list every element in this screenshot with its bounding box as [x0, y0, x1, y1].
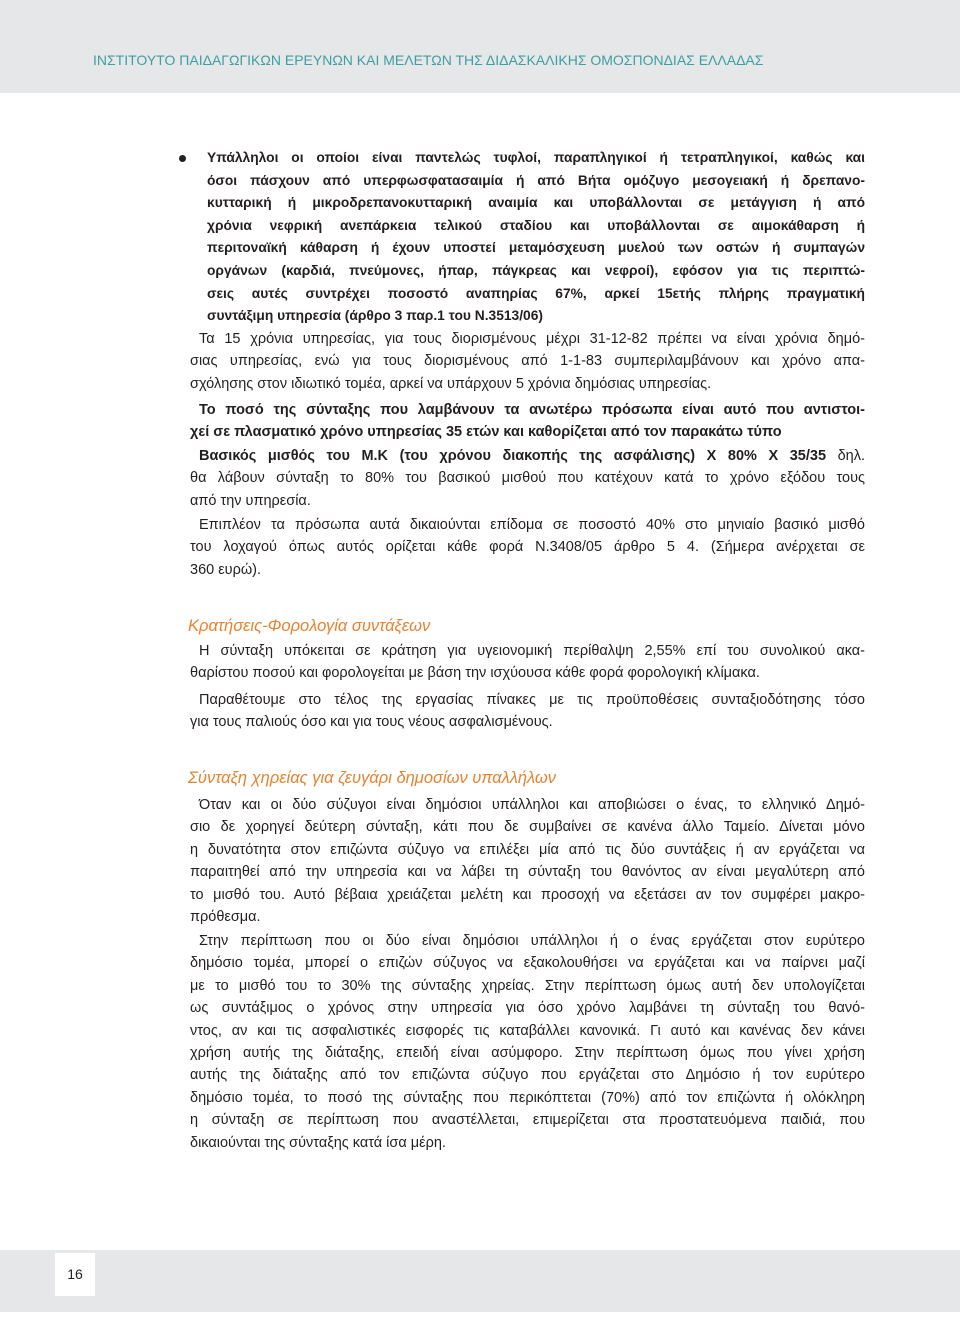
widow-pension-paragraph — [190, 794, 865, 928]
page-number: 16 — [55, 1253, 95, 1296]
service-years-paragraph — [190, 328, 865, 395]
paragraph-line: με το μισθό του το 30% της σύνταξης χηρείας. Στην περίπτωση όμως αυτή δεν υπολογίζεται — [190, 977, 865, 994]
bullet-line: Υπάλληλοι οι οποίοι είναι παντελώς τυφλοί, παραπληγικοί ή τετραπληγικοί, καθώς και — [207, 150, 865, 165]
bullet-line: κυτταρική ή μικροδρεπανοκυτταρική αναιμία και υποβάλλονται σε μετάγγιση ή από — [207, 195, 865, 211]
paragraph-line: δικαιούνται της σύνταξης κατά ίσα μέρη. — [190, 1134, 446, 1151]
bullet-line: σεις αυτές συντρέχει ποσοστό αναπηρίας 67%, αρκεί 15ετής πλήρης πραγματική — [207, 285, 865, 301]
formula-tail: δηλ. — [837, 448, 866, 464]
paragraph-line: του λοχαγού όπως αυτός ορίζεται κάθε φορά Ν.3408/05 άρθρο 5 4. (Σήμερα ανέρχεται σε — [190, 539, 865, 556]
bullet-marker — [179, 155, 186, 162]
bullet-line: όσοι πάσχουν από υπερφωσφατασαιμία ή από Βήτα ομόζυγο μεσογειακή ή δρεπανο- — [207, 172, 865, 188]
bullet-line: περιτοναϊκή κάθαρση ή έχουν υποστεί μεταμόσχευση μυελού των οστών ή συμπαγών — [207, 240, 865, 256]
section-heading-deductions: Κρατήσεις-Φορολογία συντάξεων — [188, 617, 431, 635]
paragraph-line: Τα 15 χρόνια υπηρεσίας, για τους διορισμένους μέχρι 31-12-82 πρέπει να είναι χρόνια δημό- — [199, 331, 865, 347]
paragraph-line: το μισθό του. Αυτό βέβαια χρειάζεται μελέτη και προσοχή να εξετάσει αν τον συμφέρει μακρο- — [190, 886, 865, 903]
paragraph-line: θα λάβουν σύνταξη το 80% του βασικού μισθού που κατέχουν κατά το χρόνο εξόδου τους — [190, 470, 865, 487]
tables-note-paragraph — [190, 689, 865, 734]
paragraph-line: σιας υπηρεσίας, ενώ για τους διορισμένους από 1-1-83 συμπεριλαμβάνουν και χρόνο απα- — [190, 353, 865, 370]
bullet-item — [207, 147, 865, 328]
paragraph-line: ντος, αν και τις ασφαλιστικές εισφορές τις καταβάλλει κανονικά. Γι αυτό και κανένας δεν κάνει — [190, 1022, 865, 1039]
paragraph-line: σχόλησης στον ιδιωτικό τομέα, αρκεί να υπάρχουν 5 χρόνια δημόσιας υπηρεσίας. — [190, 375, 712, 392]
paragraph-line: πρόθεσμα. — [190, 909, 261, 926]
deductions-paragraph — [190, 640, 865, 685]
formula-line — [190, 445, 865, 467]
header-band — [0, 0, 960, 93]
paragraph-line: χρήση αυτής της διάταξης, επειδή είναι ασύμφορο. Στην περίπτωση όμως που γίνει χρήση — [190, 1045, 865, 1062]
bullet-line: συντάξιμη υπηρεσία (άρθρο 3 παρ.1 του Ν.3513/06) — [207, 308, 544, 324]
allowance-paragraph — [190, 514, 865, 581]
paragraph-line: Επιπλέον τα πρόσωπα αυτά δικαιούνται επίδομα σε ποσοστό 40% στο μηνιαίο βασικό μισθό — [199, 517, 865, 533]
paragraph-line: σιο δε χορηγεί δεύτερη σύνταξη, κάτι που δε συμβαίνει σε κανένα άλλο Ταμείο. Δίνεται μόνο — [190, 819, 865, 836]
paragraph-line: δημόσιο τομέα, μπορεί ο επιζών σύζυγος να εξακολουθήσει να εργάζεται και να παίρνει μαζί — [190, 955, 865, 972]
paragraph-line: Στην περίπτωση που οι δύο είναι δημόσιοι υπάλληλοι ή ο ένας εργάζεται στον ευρύτερο — [199, 933, 865, 949]
paragraph-line: Η σύνταξη υπόκειται σε κράτηση για υγειονομική περίθαλψη 2,55% επί του συνολικού ακα- — [199, 643, 865, 659]
paragraph-line: θαρίστου ποσού και φορολογείται με βάση την ισχύουσα κάθε φορά φορολογική κλίμακα. — [190, 665, 760, 682]
paragraph-line: παραιτηθεί από την υπηρεσία και να λάβει τη σύνταξη του θανόντος αν είναι μεγαλύτερη από — [190, 864, 865, 881]
bullet-line: χρόνια νεφρική ανεπάρκεια τελικού σταδίου και υποβάλλονται σε αιμοκάθαρση ή — [207, 217, 865, 233]
pension-amount-paragraph — [190, 399, 865, 444]
paragraph-line: Όταν και οι δύο σύζυγοι είναι δημόσιοι υπάλληλοι και αποβιώσει ο ένας, το ελληνικό Δημό- — [199, 797, 865, 813]
paragraph-line: η δυνατότητα στον επιζώντα σύζυγο να επιλέξει μία από τις δύο συντάξεις ή αν εργάζεται να — [190, 841, 865, 858]
paragraph-line: ως συντάξιμος ο χρόνος στην υπηρεσία για όσο χρόνο λαμβάνει τη σύνταξη του θανό- — [190, 1000, 865, 1017]
paragraph-line: από την υπηρεσία. — [190, 492, 311, 509]
section-heading-widow-pension: Σύνταξη χηρείας για ζευγάρι δημοσίων υπαλλήλων — [188, 769, 557, 787]
pension-formula: Βασικός μισθός του Μ.Κ (του χρόνου διακοπής της ασφάλισης) Χ 80% Χ 35/35 — [199, 448, 827, 464]
paragraph-line: 360 ευρώ). — [190, 561, 262, 578]
paragraph-line: Παραθέτουμε στο τέλος της εργασίας πίνακες με τις προϋποθέσεις συνταξιοδότησης τόσο — [199, 692, 865, 708]
footer-band — [0, 1250, 960, 1312]
formula-paragraph — [190, 445, 865, 512]
paragraph-line: χεί σε πλασματικό χρόνο υπηρεσίας 35 ετών και καθορίζεται από τον παρακάτω τύπο — [190, 424, 782, 441]
widow-pension-public-sector-paragraph — [190, 930, 865, 1154]
bullet-line: οργάνων (καρδιά, πνεύμονες, ήπαρ, πάγκρεας και νεφροί), εφόσον για τις περιπτώ- — [207, 262, 865, 278]
paragraph-line: αυτής της διάταξης από τον επιζώντα σύζυγο που εργάζεται στο Δημόσιο ή τον ευρύτερο — [190, 1067, 865, 1084]
paragraph-line: Το ποσό της σύνταξης που λαμβάνουν τα ανωτέρω πρόσωπα είναι αυτό που αντιστοι- — [199, 402, 865, 418]
publisher-header-title: ΙΝΣΤΙΤΟΥΤΟ ΠΑΙΔΑΓΩΓΙΚΩΝ ΕΡΕΥΝΩΝ ΚΑΙ ΜΕΛΕΤΩΝ ΤΗΣ ΔΙΔΑΣΚΑΛΙΚΗΣ ΟΜΟΣΠΟΝΔΙΑΣ ΕΛΛΑΔΑΣ — [93, 52, 764, 68]
paragraph-line: για τους παλιούς όσο και για τους νέους ασφαλισμένους. — [190, 714, 553, 731]
paragraph-line: η σύνταξη σε περίπτωση που αναστέλλεται, επιμερίζεται στα προστατευόμενα παιδιά, που — [190, 1112, 865, 1129]
paragraph-line: δημόσιο τομέα, το ποσό της σύνταξης που περικόπτεται (70%) από τον επιζώντα ή ολόκληρη — [190, 1089, 865, 1106]
